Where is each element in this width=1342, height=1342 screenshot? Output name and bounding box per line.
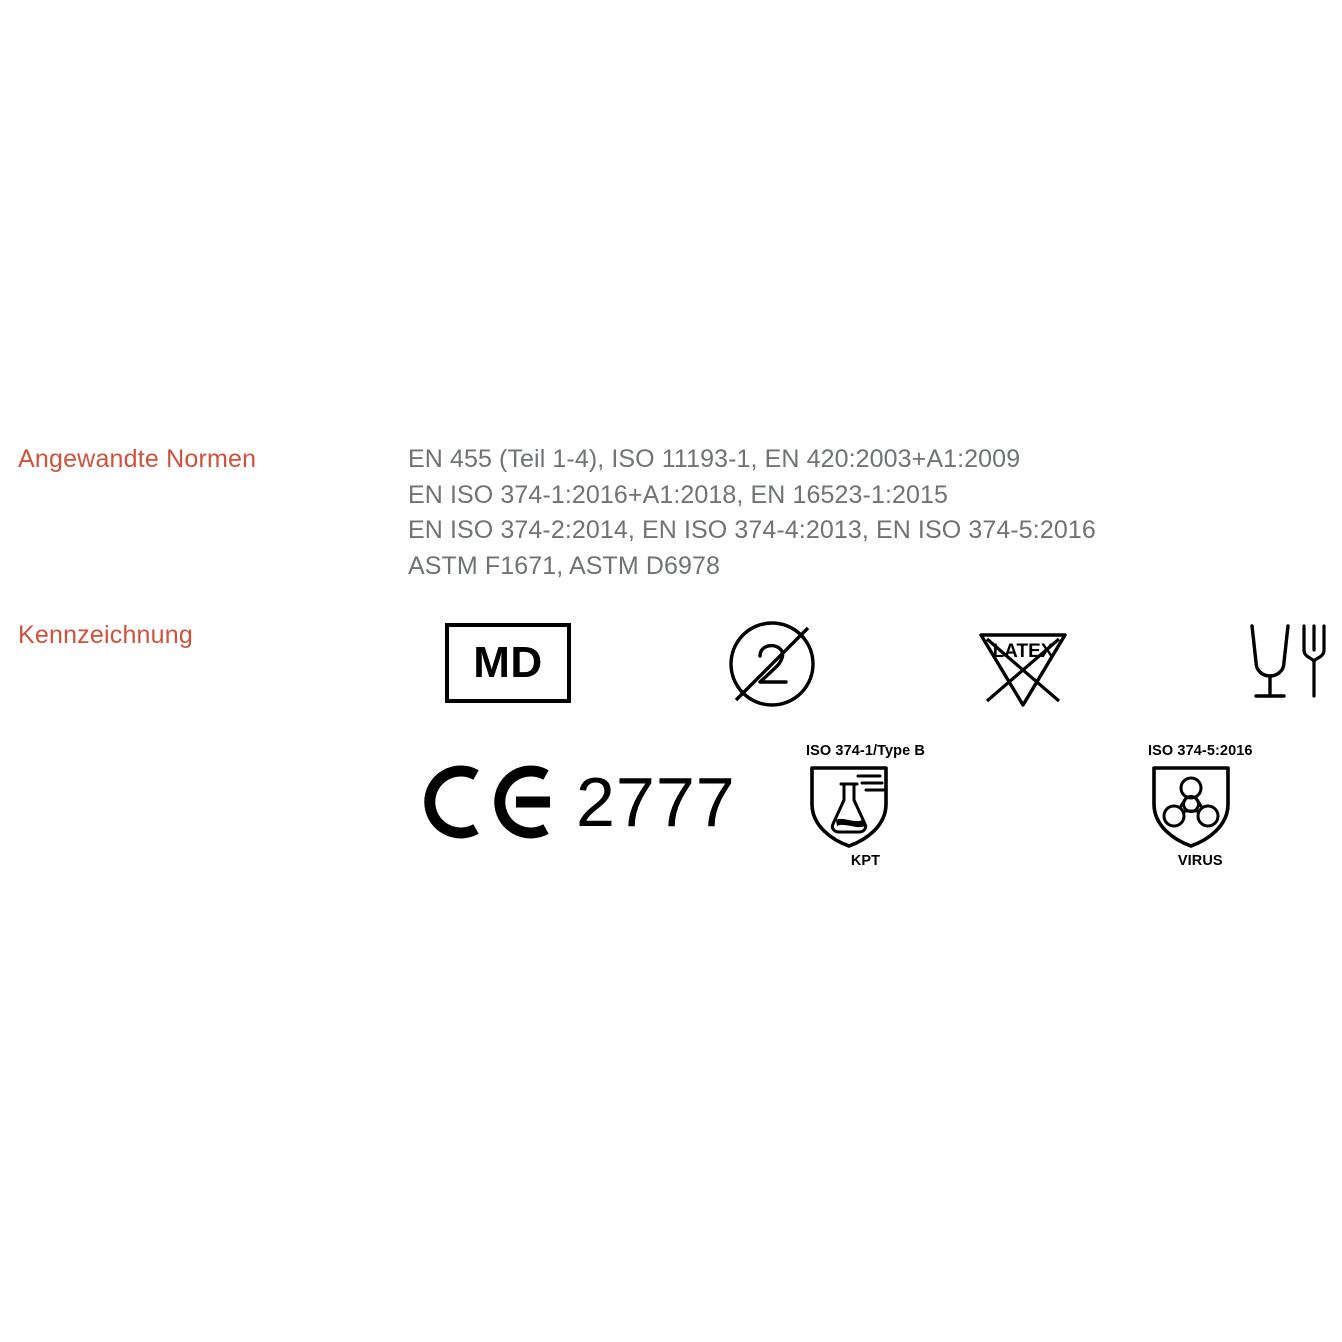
- ce-notified-body-number: 2777: [576, 763, 736, 841]
- pictogram-grid: [408, 618, 1318, 918]
- ce-marking-icon: [418, 763, 736, 841]
- do-not-resterilize-icon: [726, 618, 818, 710]
- food-safe-icon: [1238, 616, 1334, 708]
- standards-values: [408, 442, 1318, 584]
- medical-device-icon: [445, 623, 571, 703]
- latex-free-icon: [973, 613, 1073, 713]
- medical-device-label: MD: [473, 638, 543, 687]
- chemical-resistance-code: KPT: [850, 853, 881, 869]
- marking-label: Kennzeichnung: [18, 621, 193, 649]
- marking-row: [18, 618, 1318, 918]
- standards-line: EN 455 (Teil 1-4), ISO 11193-1, EN 420:2003+A1:2009: [408, 445, 1021, 473]
- standards-line: ASTM F1671, ASTM D6978: [408, 551, 721, 580]
- chemical-resistance-standard: ISO 374-1/Type B: [806, 743, 925, 759]
- virus-standard: ISO 374-5:2016: [1148, 743, 1253, 759]
- chemical-resistance-icon: [806, 743, 925, 869]
- standards-line: EN ISO 374-2:2014, EN ISO 374-4:2013, EN ISO 374-5:2016: [408, 516, 1096, 544]
- virus-label: VIRUS: [1177, 853, 1223, 869]
- standards-row: [18, 442, 1318, 584]
- standards-label: Angewandte Normen: [18, 445, 257, 473]
- latex-free-label: LATEX: [992, 641, 1054, 662]
- biohazard-virus-icon: [1148, 743, 1253, 869]
- standards-line: EN ISO 374-1:2016+A1:2018, EN 16523-1:2015: [408, 480, 949, 509]
